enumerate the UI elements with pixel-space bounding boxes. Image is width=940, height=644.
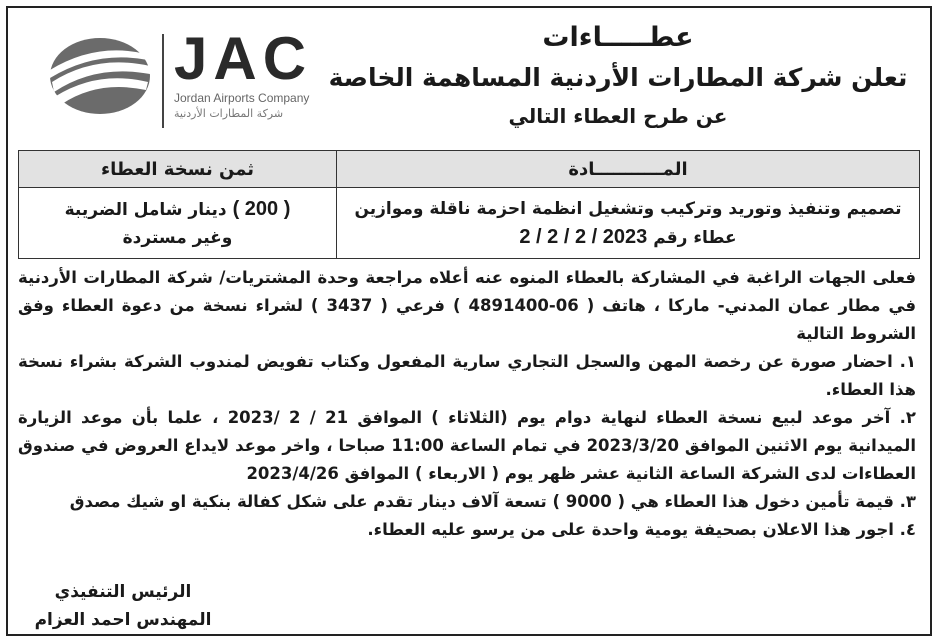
condition-3: ٣. قيمة تأمين دخول هذا العطاء هي ( 9000 ) تسعة آلاف دينار تقدم على شكل كفالة بنكية او شيك مصدق	[69, 492, 916, 511]
company-logo	[46, 25, 336, 138]
announcement-body	[18, 264, 916, 544]
logo-arabic-name: شركة المطارات الأردنية	[174, 107, 284, 120]
price-cell	[19, 188, 337, 259]
signatory-title: الرئيس التنفيذي	[54, 582, 192, 602]
announcement-subtitle: تعلن شركة المطارات الأردنية المساهمة الخاصة	[328, 63, 908, 92]
logo-letters: JAC	[174, 25, 313, 92]
price-amount: ( 200 )	[232, 197, 291, 220]
advertisement-frame	[6, 6, 932, 636]
logo-english-name: Jordan Airports Company	[174, 91, 310, 105]
logo-text	[174, 25, 334, 122]
intro-paragraph: فعلى الجهات الراغبة في المشاركة بالعطاء المنوه عنه أعلاه مراجعة وحدة المشتريات/ شركة المطارات الأردنية في مطار عمان المدني- ماركا ، هاتف ( 06-4891400 ) فرعي ( 3437 ) لشراء نسخة من دعوة العطاء وفق الشروط التالية	[18, 268, 917, 343]
jac-swoosh-logo-icon	[46, 36, 154, 116]
table-row	[19, 188, 920, 259]
table-header-row	[19, 151, 920, 188]
signatory-name: المهندس احمد العزام	[34, 610, 212, 630]
condition-4: ٤. اجور هذا الاعلان بصحيفة يومية واحدة على من يرسو عليه العطاء.	[367, 520, 916, 539]
price-column-header: ثمن نسخة العطاء	[19, 151, 337, 188]
condition-1: ١. احضار صورة عن رخصة المهن والسجل التجاري سارية المفعول وكتاب تفويض لمندوب الشركة بشراء نسخة هذا العطاء.	[18, 352, 916, 399]
item-column-header: المـــــــــــادة	[337, 151, 920, 188]
tender-number-line	[338, 223, 918, 252]
title-block	[318, 18, 918, 134]
signature-block	[28, 578, 218, 634]
price-text: دينار شامل الضريبة	[64, 199, 227, 220]
announcement-subtitle-2: عن طرح العطاء التالي	[508, 104, 728, 128]
price-line	[20, 195, 335, 224]
tender-table	[18, 150, 920, 259]
logo-divider	[162, 34, 164, 128]
tender-number: 2023 / 2 / 2 / 2	[519, 225, 648, 248]
item-cell	[337, 188, 920, 259]
item-description: تصميم وتنفيذ وتوريد وتركيب وتشغيل انظمة احزمة ناقلة وموازين	[354, 198, 902, 219]
header	[8, 8, 930, 150]
page-title: عطـــــاءات	[542, 22, 694, 53]
price-note: وغير مستردة	[122, 227, 233, 248]
tender-number-label: عطاء رقم	[653, 227, 737, 248]
condition-2: ٢. آخر موعد لبيع نسخة العطاء لنهاية دوام يوم (الثلاثاء ) الموافق 21 / 2 /2023 ، علما بأن موعد الزيارة الميدانية يوم الاثنين الموافق 2023/3/20 في تمام الساعة 11:00 صباحا ، واخر موعد لايداع العروض في صندوق العطاءات لدى الشركة الساعة الثانية عشر ظهر يوم ( الاربعاء ) الموافق 2023/4/26	[18, 408, 916, 483]
